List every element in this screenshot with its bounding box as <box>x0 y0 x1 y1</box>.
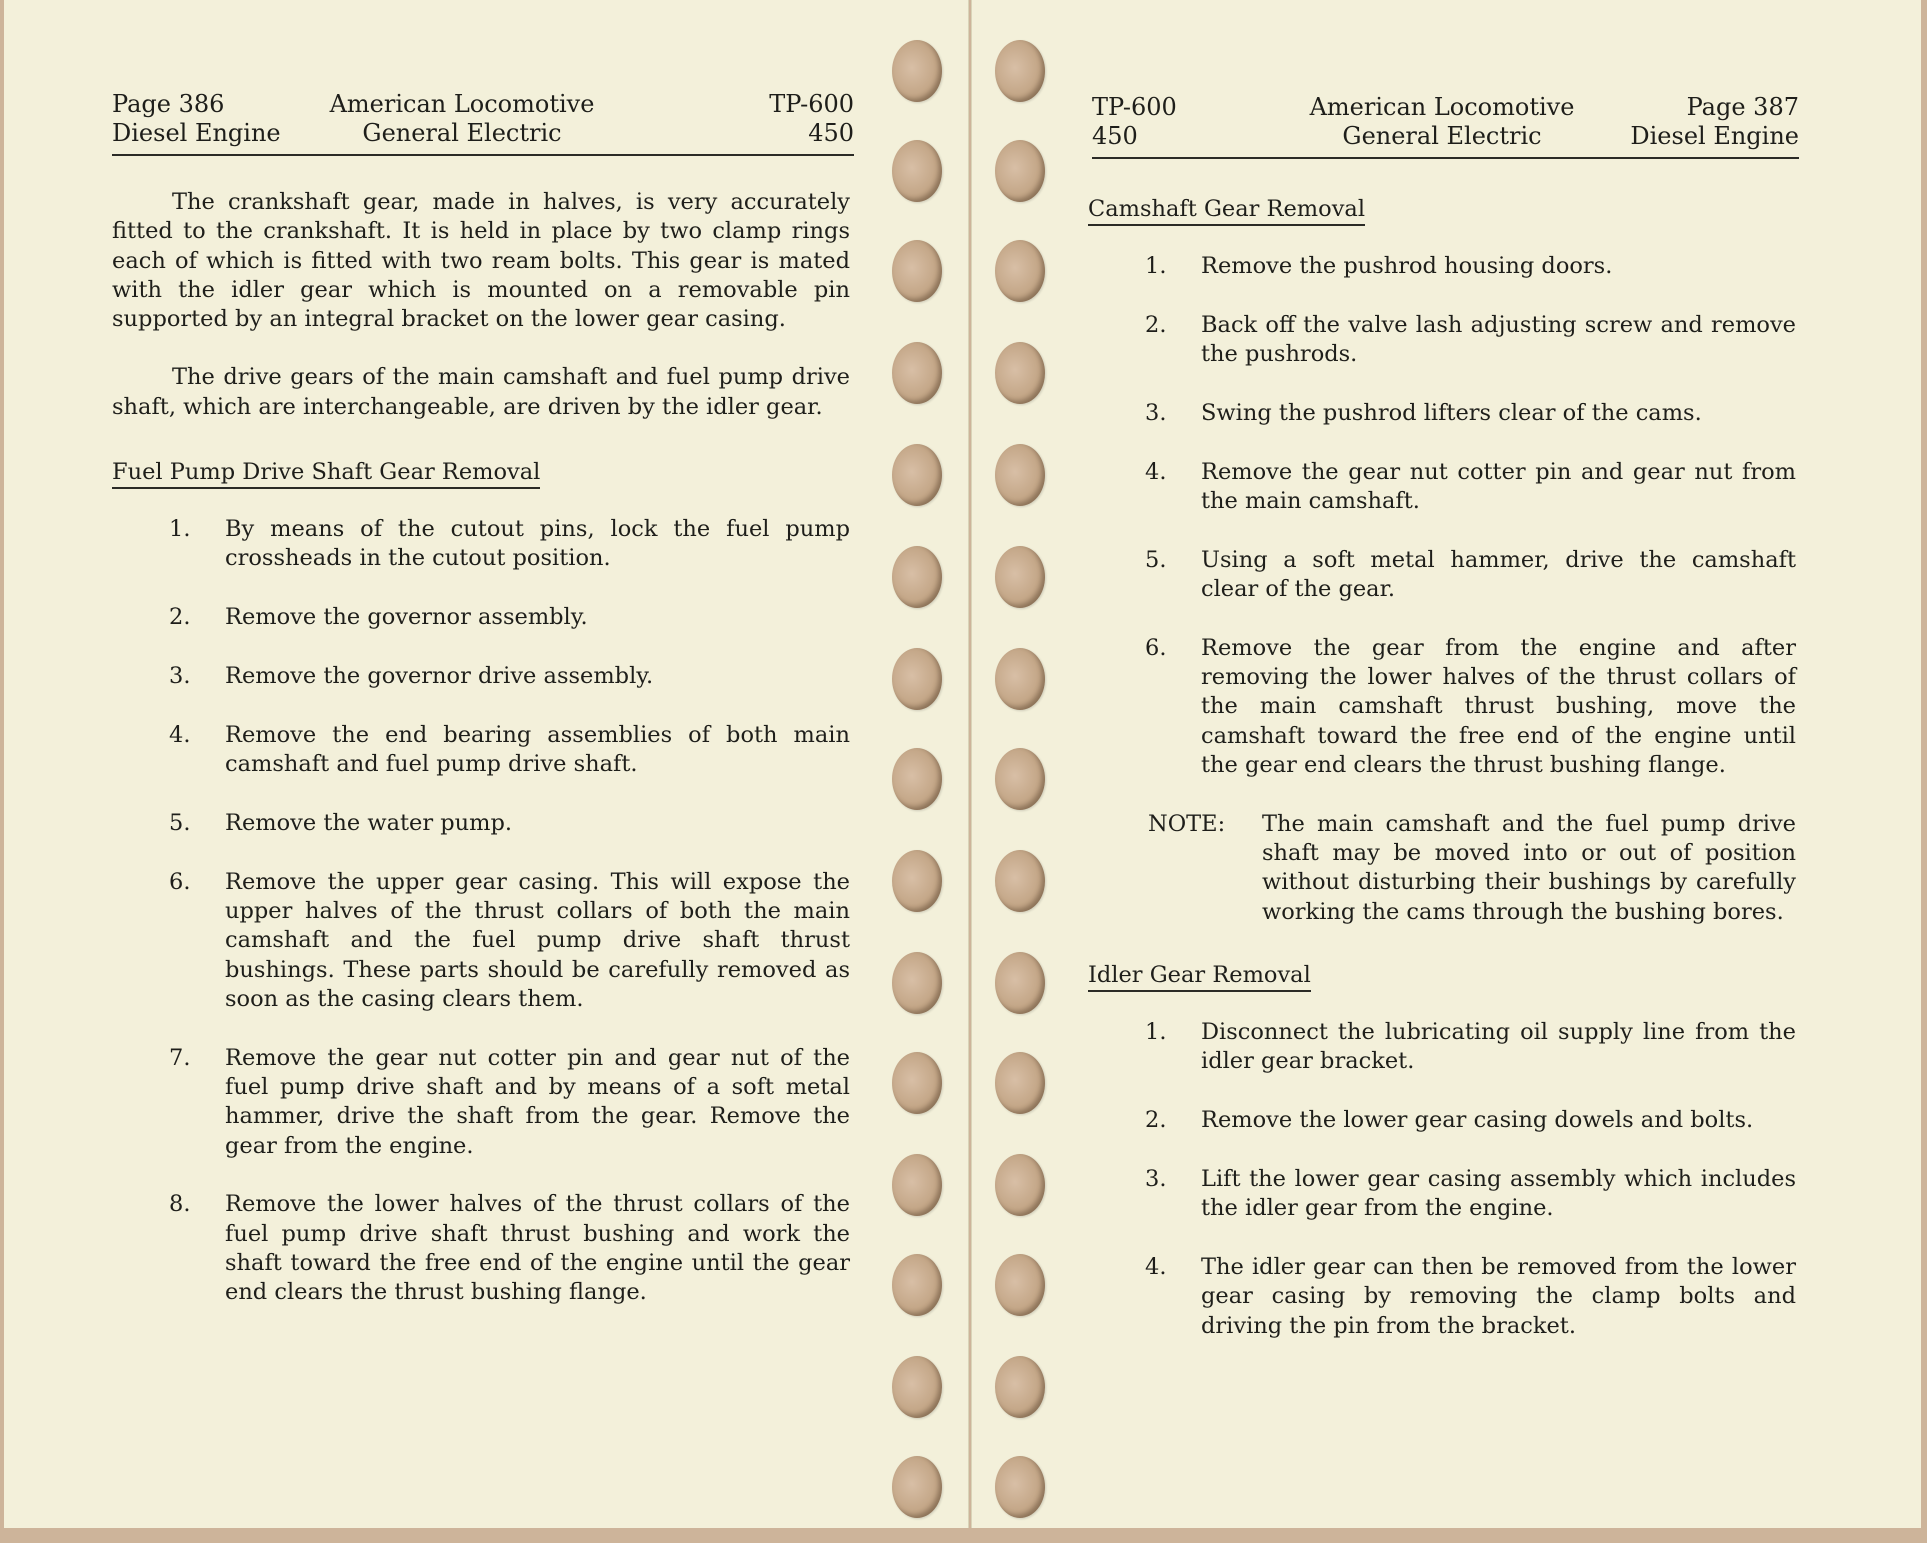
binding-hole <box>892 444 942 506</box>
section-heading: Camshaft Gear Removal <box>1088 194 1365 226</box>
binding-hole <box>995 1254 1045 1316</box>
item-number: 4. <box>1145 1254 1167 1281</box>
header-doc-code <box>1092 93 1177 151</box>
header-publisher <box>1292 93 1592 151</box>
header-doc-code <box>769 90 854 148</box>
binding-hole <box>892 140 942 202</box>
item-number: 1. <box>1145 1019 1167 1046</box>
publisher-line-1: American Locomotive <box>329 90 595 118</box>
list-item <box>1088 1106 1796 1135</box>
note-block <box>1088 810 1796 927</box>
item-text: Remove the gear from the engine and after removing the lower halves of the thrust collars of the main camshaft thrust bushing, move the camshaft toward the free end of the engine until the gear end clears the thrust bushing flange. <box>1201 634 1796 779</box>
item-text: Remove the governor drive assembly. <box>225 662 654 689</box>
item-text: Remove the gear nut cotter pin and gear nut of the fuel pump drive shaft and by means of a soft metal hammer, drive the shaft from the gear. Remove the gear from the engine. <box>225 1044 850 1159</box>
left-page <box>4 0 969 1528</box>
item-number: 8. <box>169 1191 191 1218</box>
binding-hole <box>995 1154 1045 1216</box>
binding-hole <box>892 1052 942 1114</box>
list-item <box>112 662 850 691</box>
binding-hole <box>892 748 942 810</box>
binding-hole <box>995 342 1045 404</box>
publisher-line-2: General Electric <box>1342 122 1542 150</box>
right-page-header <box>1092 93 1799 159</box>
publisher-line-2: General Electric <box>362 119 562 147</box>
list-item <box>1088 458 1796 517</box>
item-number: 3. <box>1145 399 1167 426</box>
item-text: Swing the pushrod lifters clear of the cams. <box>1201 399 1702 426</box>
list-item <box>1088 1018 1796 1077</box>
binding-hole <box>892 850 942 912</box>
list-item <box>112 1190 850 1307</box>
list-item <box>112 603 850 632</box>
item-number: 1. <box>169 516 191 543</box>
paragraph: The crankshaft gear, made in halves, is very accurately fitted to the crankshaft. It is held in place by two clamp rings each of which is fitted with two ream bolts. This gear is mated with the idler gear which is mounted on a removable pin supported by an integral bracket on the lower gear casing. <box>112 189 850 333</box>
binding-hole <box>892 648 942 710</box>
binding-hole <box>995 444 1045 506</box>
item-text: Lift the lower gear casing assembly which includes the idler gear from the engine. <box>1201 1165 1796 1222</box>
item-text: Back off the valve lash adjusting screw and remove the pushrods. <box>1201 311 1796 368</box>
list-item <box>112 1044 850 1161</box>
list-item <box>1088 546 1796 605</box>
left-page-header <box>112 90 854 156</box>
list-item <box>1088 1165 1796 1224</box>
item-text: Remove the water pump. <box>225 809 513 836</box>
binding-hole <box>995 1052 1045 1114</box>
binding-hole <box>892 952 942 1014</box>
item-number: 7. <box>169 1044 191 1071</box>
left-page-body <box>112 188 850 1337</box>
note-label: NOTE: <box>1148 810 1226 837</box>
binding-hole <box>892 240 942 302</box>
item-text: By means of the cutout pins, lock the fuel pump crossheads in the cutout position. <box>225 516 850 572</box>
item-text: Remove the pushrod housing doors. <box>1201 253 1613 279</box>
binding-hole <box>892 1456 942 1518</box>
item-text: Remove the gear nut cotter pin and gear nut from the main camshaft. <box>1201 458 1796 514</box>
item-number: 2. <box>169 604 191 631</box>
item-text: Remove the end bearing assemblies of both main camshaft and fuel pump drive shaft. <box>225 721 850 778</box>
binding-hole <box>892 1356 942 1418</box>
item-number: 5. <box>1145 546 1167 573</box>
list-item <box>1088 311 1796 370</box>
header-publisher <box>312 90 612 148</box>
section-name: Diesel Engine <box>112 119 281 147</box>
doc-code: TP-600 <box>1092 93 1177 121</box>
right-page-body <box>1088 188 1796 1370</box>
list-item <box>112 809 850 838</box>
item-number: 3. <box>1145 1165 1167 1192</box>
page-number: Page 386 <box>112 90 225 118</box>
binding-hole <box>995 850 1045 912</box>
doc-model: 450 <box>808 119 854 147</box>
binding-hole <box>995 1356 1045 1418</box>
item-text: The idler gear can then be removed from the lower gear casing by removing the clamp bolts and driving the pin from the bracket. <box>1201 1254 1796 1339</box>
list-item <box>112 721 850 780</box>
section-heading: Idler Gear Removal <box>1088 960 1311 992</box>
header-page-info <box>112 90 281 148</box>
item-number: 2. <box>1145 311 1167 338</box>
item-number: 5. <box>169 809 191 836</box>
binding-hole <box>892 1154 942 1216</box>
binding-hole <box>995 140 1045 202</box>
binding-hole <box>995 952 1045 1014</box>
item-number: 2. <box>1145 1107 1167 1134</box>
list-item <box>1088 1253 1796 1341</box>
binding-hole <box>995 240 1045 302</box>
list-item <box>1088 399 1796 428</box>
list-item <box>112 868 850 1014</box>
right-page <box>971 0 1921 1528</box>
publisher-line-1: American Locomotive <box>1309 93 1575 121</box>
binding-hole <box>892 40 942 102</box>
binding-hole <box>995 748 1045 810</box>
paragraph: The drive gears of the main camshaft and fuel pump drive shaft, which are interchangeable, are driven by the idler gear. <box>112 364 850 420</box>
section-heading: Fuel Pump Drive Shaft Gear Removal <box>112 457 540 489</box>
item-number: 1. <box>1145 253 1167 279</box>
page-number: Page 387 <box>1686 93 1799 121</box>
item-text: Remove the lower halves of the thrust collars of the fuel pump drive shaft thrust bushing and work the shaft toward the free end of the engine until the gear end clears the thrust bushing flange. <box>225 1191 850 1306</box>
binding-hole <box>995 546 1045 608</box>
binding-hole <box>995 648 1045 710</box>
item-number: 4. <box>169 721 191 748</box>
item-text: Remove the lower gear casing dowels and bolts. <box>1201 1107 1754 1134</box>
item-number: 6. <box>1145 634 1167 661</box>
binding-hole <box>892 342 942 404</box>
item-text: Using a soft metal hammer, drive the camshaft clear of the gear. <box>1201 546 1796 603</box>
section-name: Diesel Engine <box>1630 122 1799 150</box>
doc-code: TP-600 <box>769 90 854 118</box>
header-page-info <box>1630 93 1799 151</box>
item-number: 4. <box>1145 458 1167 485</box>
item-number: 3. <box>169 662 191 689</box>
item-text: Disconnect the lubricating oil supply line from the idler gear bracket. <box>1201 1019 1796 1075</box>
binding-hole <box>995 40 1045 102</box>
list-item <box>1088 634 1796 780</box>
doc-model: 450 <box>1092 122 1138 150</box>
item-number: 6. <box>169 868 191 895</box>
binding-hole <box>892 1254 942 1316</box>
list-item <box>112 515 850 574</box>
item-text: Remove the upper gear casing. This will expose the upper halves of the thrust collars of both the main camshaft and the fuel pump drive shaft thrust bushings. These parts should be carefully removed as soon as the casing clears them. <box>225 868 850 1012</box>
item-text: Remove the governor assembly. <box>225 604 588 631</box>
note-text: The main camshaft and the fuel pump drive shaft may be moved into or out of position without disturbing their bushings by carefully working the cams through the bushing bores. <box>1262 810 1796 925</box>
binding-hole <box>995 1456 1045 1518</box>
binding-hole <box>892 546 942 608</box>
list-item <box>1088 252 1796 281</box>
